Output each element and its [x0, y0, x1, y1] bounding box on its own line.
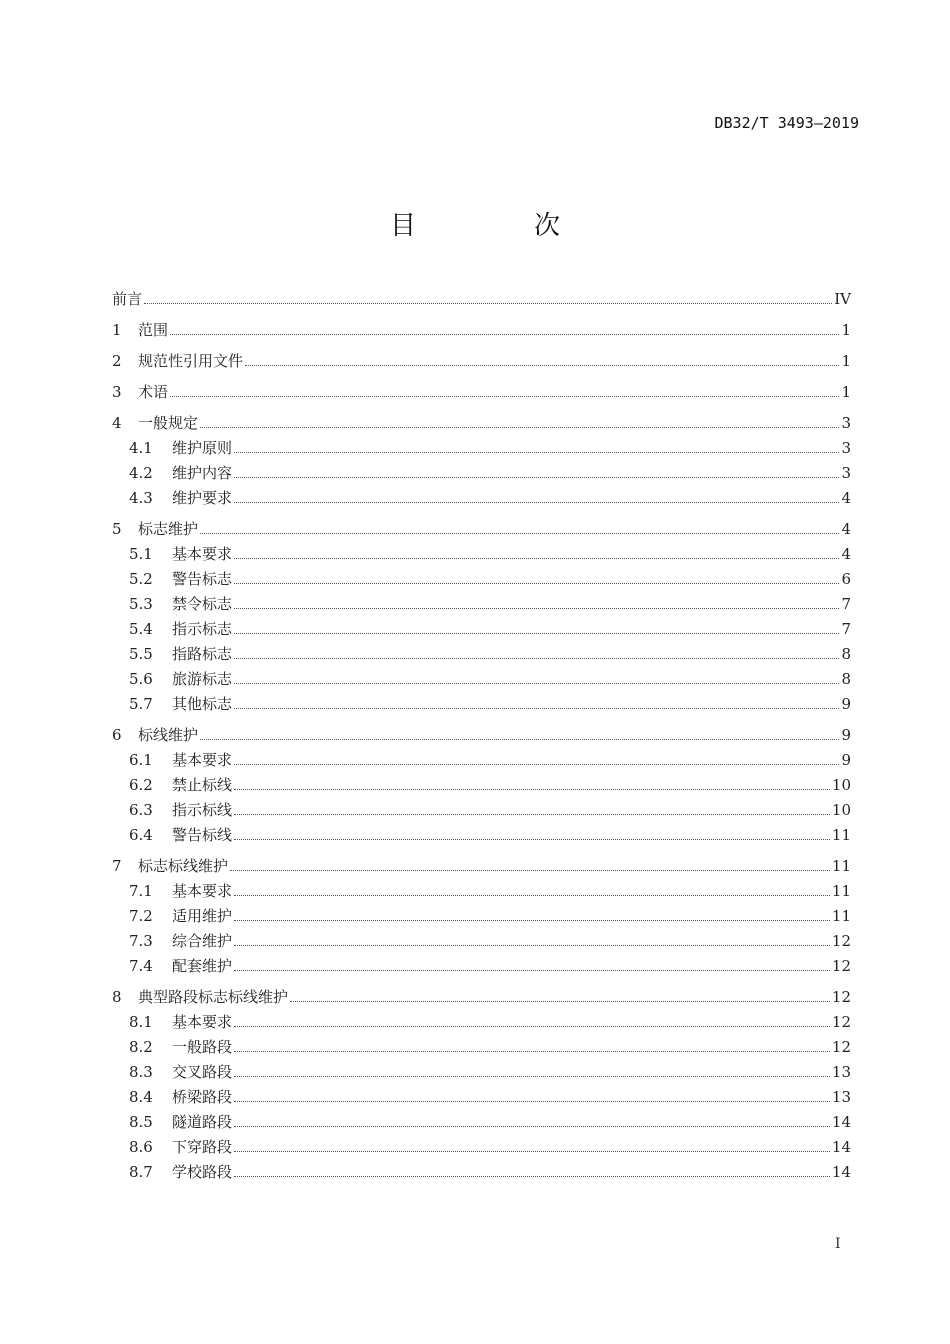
- toc-entry-number: 7.2: [129, 907, 153, 925]
- toc-entry[interactable]: [112, 1031, 851, 1056]
- toc-entry-label: 隧道路段: [172, 1113, 233, 1131]
- toc-entry-number: 6.3: [129, 801, 153, 819]
- toc-entry-number: 2: [112, 352, 122, 370]
- toc-entry[interactable]: [112, 339, 851, 370]
- toc-entry[interactable]: [112, 900, 851, 925]
- toc-entry-page: IV: [834, 290, 851, 308]
- toc-entry-number: 6: [112, 726, 122, 744]
- document-code: DB32/T 3493—2019: [714, 114, 859, 132]
- toc-entry-number: 5: [112, 520, 122, 538]
- dot-leader: [234, 838, 830, 840]
- dot-leader: [234, 1175, 830, 1177]
- toc-entry-label: 综合维护: [172, 932, 233, 950]
- toc-entry[interactable]: [112, 1006, 851, 1031]
- toc-entry-number: 7.3: [129, 932, 153, 950]
- toc-entry-page: 14: [831, 1113, 851, 1131]
- toc-entry[interactable]: [112, 285, 851, 308]
- toc-entry-label: 规范性引用文件: [138, 352, 244, 370]
- toc-entry[interactable]: [112, 588, 851, 613]
- toc-entry[interactable]: [112, 925, 851, 950]
- toc-entry-number: 7.4: [129, 957, 153, 975]
- toc-entry-label: 适用维护: [172, 907, 233, 925]
- toc-entry-page: 9: [841, 695, 851, 713]
- toc-entry-page: 1: [841, 383, 851, 401]
- toc-entry-page: 11: [831, 882, 851, 900]
- dot-leader: [234, 451, 839, 453]
- dot-leader: [234, 813, 830, 815]
- toc-entry-label: 交叉路段: [172, 1063, 233, 1081]
- dot-leader: [234, 657, 839, 659]
- dot-leader: [200, 738, 839, 740]
- toc-entry-page: 3: [841, 439, 851, 457]
- toc-entry-page: 6: [841, 570, 851, 588]
- toc-entry-label: 维护原则: [172, 439, 233, 457]
- toc-entry-page: 12: [831, 988, 851, 1006]
- toc-entry-page: 12: [831, 932, 851, 950]
- toc-entry-page: 1: [841, 321, 851, 339]
- toc-entry-number: 8.1: [129, 1013, 153, 1031]
- toc-entry-number: 8.3: [129, 1063, 153, 1081]
- toc-entry-label: 一般路段: [172, 1038, 233, 1056]
- toc-entry-page: 11: [831, 857, 851, 875]
- dot-leader: [234, 607, 839, 609]
- toc-entry-number: 8.4: [129, 1088, 153, 1106]
- toc-entry[interactable]: [112, 769, 851, 794]
- toc-entry-label: 标志标线维护: [138, 857, 229, 875]
- toc-entry-page: 10: [831, 801, 851, 819]
- toc-entry-page: 14: [831, 1163, 851, 1181]
- toc-entry[interactable]: [112, 613, 851, 638]
- toc-entry-page: 12: [831, 957, 851, 975]
- toc-entry[interactable]: [112, 638, 851, 663]
- toc-entry[interactable]: [112, 950, 851, 975]
- dot-leader: [234, 682, 839, 684]
- page-title: 目 次: [389, 211, 606, 241]
- dot-leader: [234, 944, 830, 946]
- dot-leader: [234, 476, 839, 478]
- toc-entry-page: 12: [831, 1038, 851, 1056]
- toc-entry-label: 旅游标志: [172, 670, 233, 688]
- toc-entry-page: 14: [831, 1138, 851, 1156]
- toc-entry-number: 4.3: [129, 489, 153, 507]
- toc-entry-number: 7: [112, 857, 122, 875]
- toc-entry-page: 4: [841, 545, 851, 563]
- dot-leader: [234, 1150, 830, 1152]
- toc-entry-number: 8: [112, 988, 122, 1006]
- toc-entry-number: 8.7: [129, 1163, 153, 1181]
- toc-entry-page: 7: [841, 595, 851, 613]
- toc-entry-number: 8.6: [129, 1138, 153, 1156]
- toc-entry-label: 标线维护: [138, 726, 199, 744]
- toc-entry-number: 4: [112, 414, 122, 432]
- toc-entry[interactable]: [112, 1131, 851, 1156]
- toc-entry-label: 标志维护: [138, 520, 199, 538]
- toc-entry-number: 5.6: [129, 670, 153, 688]
- toc-entry-page: 12: [831, 1013, 851, 1031]
- toc-entry-label: 前言: [112, 290, 143, 308]
- toc-entry-label: 基本要求: [172, 751, 233, 769]
- toc-entry-label: 配套维护: [172, 957, 233, 975]
- dot-leader: [170, 333, 839, 335]
- toc-entry-label: 指路标志: [172, 645, 233, 663]
- toc-entry-label: 指示标志: [172, 620, 233, 638]
- dot-leader: [234, 582, 839, 584]
- toc-entry-label: 范围: [138, 321, 169, 339]
- toc-entry-label: 其他标志: [172, 695, 233, 713]
- dot-leader: [234, 557, 839, 559]
- toc-entry-label: 学校路段: [172, 1163, 233, 1181]
- toc-entry-number: 5.3: [129, 595, 153, 613]
- dot-leader: [234, 501, 839, 503]
- toc-entry-page: 9: [841, 726, 851, 744]
- toc-entry-number: 1: [112, 321, 122, 339]
- dot-leader: [234, 763, 839, 765]
- toc-entry[interactable]: [112, 563, 851, 588]
- dot-leader: [234, 1075, 830, 1077]
- toc-entry[interactable]: [112, 688, 851, 713]
- dot-leader: [234, 1025, 830, 1027]
- dot-leader: [234, 1100, 830, 1102]
- toc-entry-number: 8.2: [129, 1038, 153, 1056]
- toc-entry-page: 11: [831, 907, 851, 925]
- table-of-contents: [112, 285, 851, 1181]
- toc-entry[interactable]: [112, 744, 851, 769]
- toc-entry[interactable]: [112, 1106, 851, 1131]
- toc-entry-number: 5.4: [129, 620, 153, 638]
- dot-leader: [234, 1125, 830, 1127]
- toc-entry-number: 5.5: [129, 645, 153, 663]
- toc-entry-number: 5.7: [129, 695, 153, 713]
- toc-entry-label: 警告标志: [172, 570, 233, 588]
- dot-leader: [234, 894, 830, 896]
- toc-entry-page: 13: [831, 1063, 851, 1081]
- toc-entry[interactable]: [112, 1156, 851, 1181]
- toc-entry-label: 禁止标线: [172, 776, 233, 794]
- toc-entry[interactable]: [112, 794, 851, 819]
- toc-entry[interactable]: [112, 538, 851, 563]
- toc-entry-label: 一般规定: [138, 414, 199, 432]
- toc-entry-number: 5.1: [129, 545, 153, 563]
- toc-entry[interactable]: [112, 1056, 851, 1081]
- toc-entry-label: 术语: [138, 383, 169, 401]
- dot-leader: [170, 395, 839, 397]
- dot-leader: [290, 1000, 830, 1002]
- toc-entry-number: 6.4: [129, 826, 153, 844]
- toc-entry-page: 9: [841, 751, 851, 769]
- toc-entry-page: 1: [841, 352, 851, 370]
- toc-entry-label: 基本要求: [172, 882, 233, 900]
- toc-entry[interactable]: [112, 819, 851, 844]
- dot-leader: [200, 532, 839, 534]
- toc-entry-label: 基本要求: [172, 1013, 233, 1031]
- dot-leader: [234, 632, 839, 634]
- toc-entry[interactable]: [112, 975, 851, 1006]
- toc-entry[interactable]: [112, 663, 851, 688]
- toc-entry[interactable]: [112, 713, 851, 744]
- dot-leader: [234, 1050, 830, 1052]
- toc-entry-page: 3: [841, 414, 851, 432]
- toc-entry[interactable]: [112, 308, 851, 339]
- toc-entry-number: 6.1: [129, 751, 153, 769]
- toc-entry-number: 4.1: [129, 439, 153, 457]
- toc-entry-number: 4.2: [129, 464, 153, 482]
- toc-entry[interactable]: [112, 875, 851, 900]
- toc-entry-page: 10: [831, 776, 851, 794]
- dot-leader: [234, 788, 830, 790]
- toc-entry[interactable]: [112, 457, 851, 482]
- toc-entry-label: 指示标线: [172, 801, 233, 819]
- dot-leader: [230, 869, 830, 871]
- toc-entry-label: 维护内容: [172, 464, 233, 482]
- toc-entry[interactable]: [112, 1081, 851, 1106]
- toc-entry[interactable]: [112, 401, 851, 432]
- toc-entry-label: 典型路段标志标线维护: [138, 988, 289, 1006]
- dot-leader: [234, 707, 839, 709]
- toc-entry-page: 8: [841, 670, 851, 688]
- toc-entry-number: 6.2: [129, 776, 153, 794]
- toc-entry-page: 7: [841, 620, 851, 638]
- toc-entry[interactable]: [112, 482, 851, 507]
- toc-entry-number: 5.2: [129, 570, 153, 588]
- toc-entry-number: 8.5: [129, 1113, 153, 1131]
- toc-entry-page: 3: [841, 464, 851, 482]
- toc-entry[interactable]: [112, 507, 851, 538]
- toc-entry-label: 桥梁路段: [172, 1088, 233, 1106]
- toc-entry-label: 维护要求: [172, 489, 233, 507]
- toc-entry[interactable]: [112, 432, 851, 457]
- toc-entry[interactable]: [112, 844, 851, 875]
- toc-entry-label: 基本要求: [172, 545, 233, 563]
- toc-entry-page: 13: [831, 1088, 851, 1106]
- dot-leader: [234, 919, 830, 921]
- dot-leader: [144, 302, 832, 304]
- dot-leader: [200, 426, 839, 428]
- dot-leader: [245, 364, 839, 366]
- toc-entry-page: 11: [831, 826, 851, 844]
- page-number: I: [835, 1236, 841, 1252]
- toc-entry[interactable]: [112, 370, 851, 401]
- toc-entry-label: 禁令标志: [172, 595, 233, 613]
- toc-entry-page: 8: [841, 645, 851, 663]
- toc-entry-label: 下穿路段: [172, 1138, 233, 1156]
- toc-entry-number: 3: [112, 383, 122, 401]
- dot-leader: [234, 969, 830, 971]
- toc-entry-page: 4: [841, 489, 851, 507]
- toc-entry-page: 4: [841, 520, 851, 538]
- toc-entry-label: 警告标线: [172, 826, 233, 844]
- toc-entry-number: 7.1: [129, 882, 153, 900]
